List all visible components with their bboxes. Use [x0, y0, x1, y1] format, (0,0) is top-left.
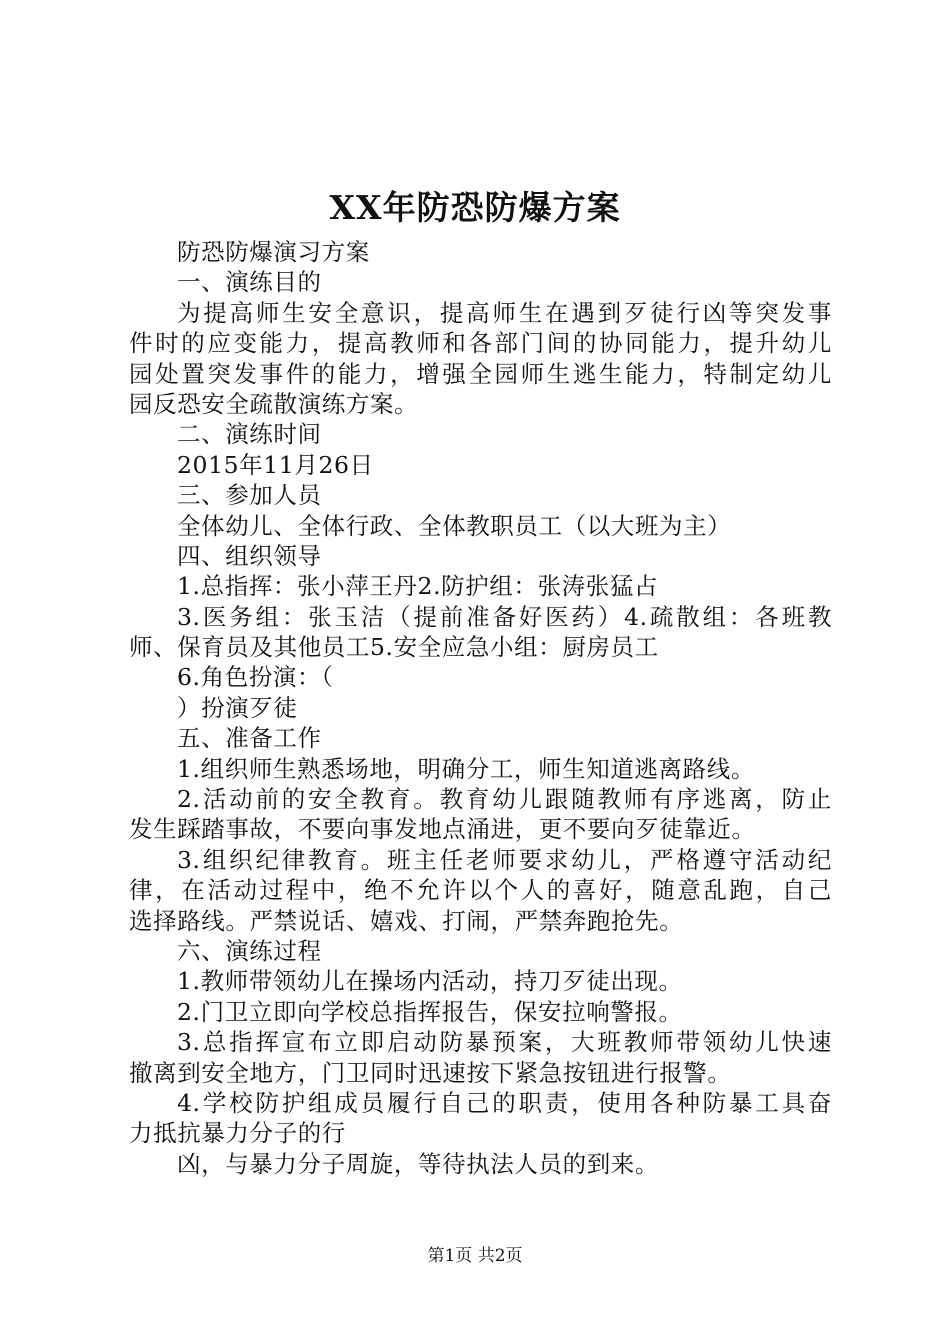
body-line: 选择路线。严禁说话、嬉戏、打闹，严禁奔跑抢先。 [129, 906, 684, 935]
section-heading: 二、演练时间 [177, 420, 322, 449]
body-line: 2.门卫立即向学校总指挥报告，保安拉响警报。 [177, 997, 683, 1026]
body-line: 件时的应变能力，提高教师和各部门间的协同能力，提升幼儿 [129, 329, 832, 358]
section-heading: 一、演练目的 [177, 268, 322, 297]
section-heading: 六、演练过程 [177, 936, 322, 965]
body-line: 2.活动前的安全教育。教育幼儿跟随教师有序逃离，防止 [177, 785, 832, 814]
document-body [129, 237, 832, 1179]
body-line: 凶，与暴力分子周旋，等待执法人员的到来。 [177, 1149, 659, 1178]
section-heading: 四、组织领导 [177, 541, 322, 570]
body-line: 全体幼儿、全体行政、全体教职员工（以大班为主） [177, 511, 732, 540]
body-line: 2015年11月26日 [177, 450, 374, 479]
body-line: 3.医务组：张玉洁（提前准备好医药）4.疏散组：各班教 [177, 602, 832, 631]
body-line: 律，在活动过程中，绝不允许以个人的喜好，随意乱跑，自己 [129, 876, 832, 905]
body-line: 发生踩踏事故，不要向事发地点涌进，更不要向歹徒靠近。 [129, 815, 756, 844]
body-line: 园处置突发事件的能力，增强全园师生逃生能力，特制定幼儿 [129, 359, 832, 388]
body-line: 撤离到安全地方，门卫同时迅速按下紧急按钮进行报警。 [129, 1058, 732, 1087]
body-line: ）扮演歹徒 [177, 693, 298, 722]
body-line: 力抵抗暴力分子的行 [129, 1119, 346, 1148]
section-heading: 三、参加人员 [177, 481, 322, 510]
section-heading: 五、准备工作 [177, 724, 322, 753]
body-line: 园反恐安全疏散演练方案。 [129, 389, 419, 418]
body-line: 6.角色扮演：（ [177, 663, 334, 692]
document-title: XX年防恐防爆方案 [329, 188, 621, 227]
body-line: 防恐防爆演习方案 [177, 238, 370, 266]
body-line: 1.组织师生熟悉场地，明确分工，师生知道逃离路线。 [177, 754, 755, 783]
body-line: 3.总指挥宣布立即启动防暴预案，大班教师带领幼儿快速 [177, 1028, 832, 1057]
body-line: 1.总指挥：张小萍王丹2.防护组：张涛张猛占 [177, 572, 659, 601]
page-footer: 第1页 共2页 [427, 1246, 523, 1266]
body-line: 为提高师生安全意识，提高师生在遇到歹徒行凶等突发事 [177, 298, 832, 327]
body-line: 3.组织纪律教育。班主任老师要求幼儿，严格遵守活动纪 [177, 845, 832, 874]
body-line: 师、保育员及其他员工5.安全应急小组：厨房员工 [129, 633, 659, 662]
body-line: 1.教师带领幼儿在操场内活动，持刀歹徒出现。 [177, 967, 683, 996]
body-line: 4.学校防护组成员履行自己的职责，使用各种防暴工具奋 [177, 1088, 832, 1117]
